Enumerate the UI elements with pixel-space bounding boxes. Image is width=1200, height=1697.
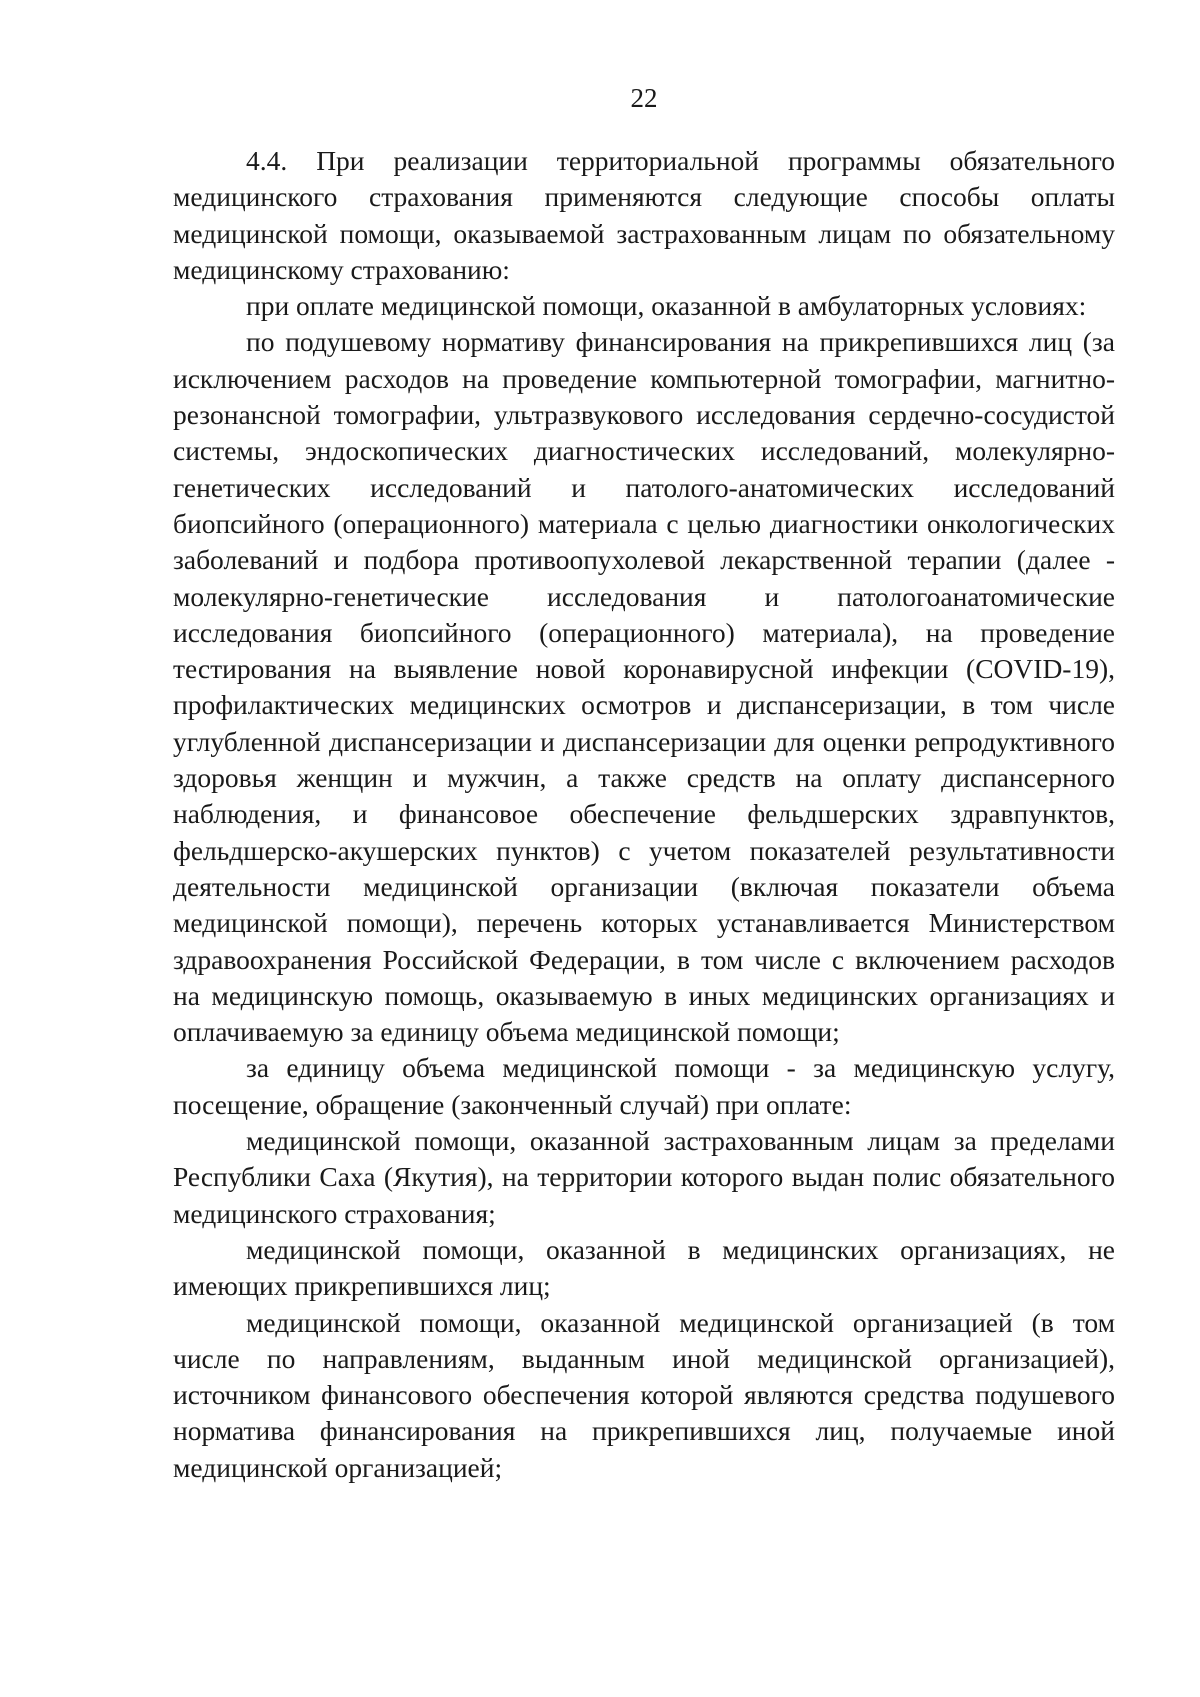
paragraph-ambulatory-payment: при оплате медицинской помощи, оказанной в амбулаторных условиях:	[246, 290, 1087, 322]
page-number: 22	[630, 83, 658, 113]
paragraph-per-capita-standard: по подушевому нормативу финансирования на прикрепившихся лиц (за исключением расходов на проведение компьютерной томографии, магнитно-резонансной томографии, ультразвукового исследования сердечно-сосудистой системы, эндоскопических диагностических исследований, молекулярно-генетических исследований и патолого-анатомических исследований биопсийного (операционного) материала с целью диагностики онкологических заболеваний и подбора противоопухолевой лекарственной терапии (далее - молекулярно-генетические исследования и патологоанатомические исследования биопсийного (операционного) материала), на проведение тестирования на выявление новой коронавирусной инфекции (COVID-19), профилактических медицинских осмотров и диспансеризации, в том числе углубленной диспансеризации и диспансеризации для оценки репродуктивного здоровья женщин и мужчин, а также средств на оплату диспансерного наблюдения, и финансовое обеспечение фельдшерских здравпунктов, фельдшерско-акушерских пунктов) с учетом показателей результативности деятельности медицинской организации (включая показатели объема медицинской помощи), перечень которых устанавливается Министерством здравоохранения Российской Федерации, в том числе с включением расходов на медицинскую помощь, оказываемую в иных медицинских организациях и оплачиваемую за единицу объема медицинской помощи;	[173, 326, 1115, 1048]
paragraph-no-attached-persons: медицинской помощи, оказанной в медицинских организациях, не имеющих прикрепившихся лиц;	[173, 1233, 1115, 1302]
paragraph-unit-of-volume: за единицу объема медицинской помощи - за медицинскую услугу, посещение, обращение (законченный случай) при оплате:	[173, 1052, 1115, 1120]
paragraph-other-organization: медицинской помощи, оказанной медицинской организацией (в том числе по направлениям, выданным иной медицинской организацией), источником финансового обеспечения которой являются средства подушевого норматива финансирования на прикрепившихся лиц, получаемые иной медицинской организацией;	[173, 1306, 1115, 1483]
document-body	[173, 143, 1115, 1486]
paragraph-4-4-intro: 4.4. При реализации территориальной программы обязательного медицинского страхования применяются следующие способы оплаты медицинской помощи, оказываемой застрахованным лицам по обязательному медицинскому страхованию:	[173, 145, 1115, 285]
paragraph-outside-republic: медицинской помощи, оказанной застрахованным лицам за пределами Республики Саха (Якутия), на территории которого выдан полис обязательного медицинского страхования;	[173, 1125, 1115, 1229]
